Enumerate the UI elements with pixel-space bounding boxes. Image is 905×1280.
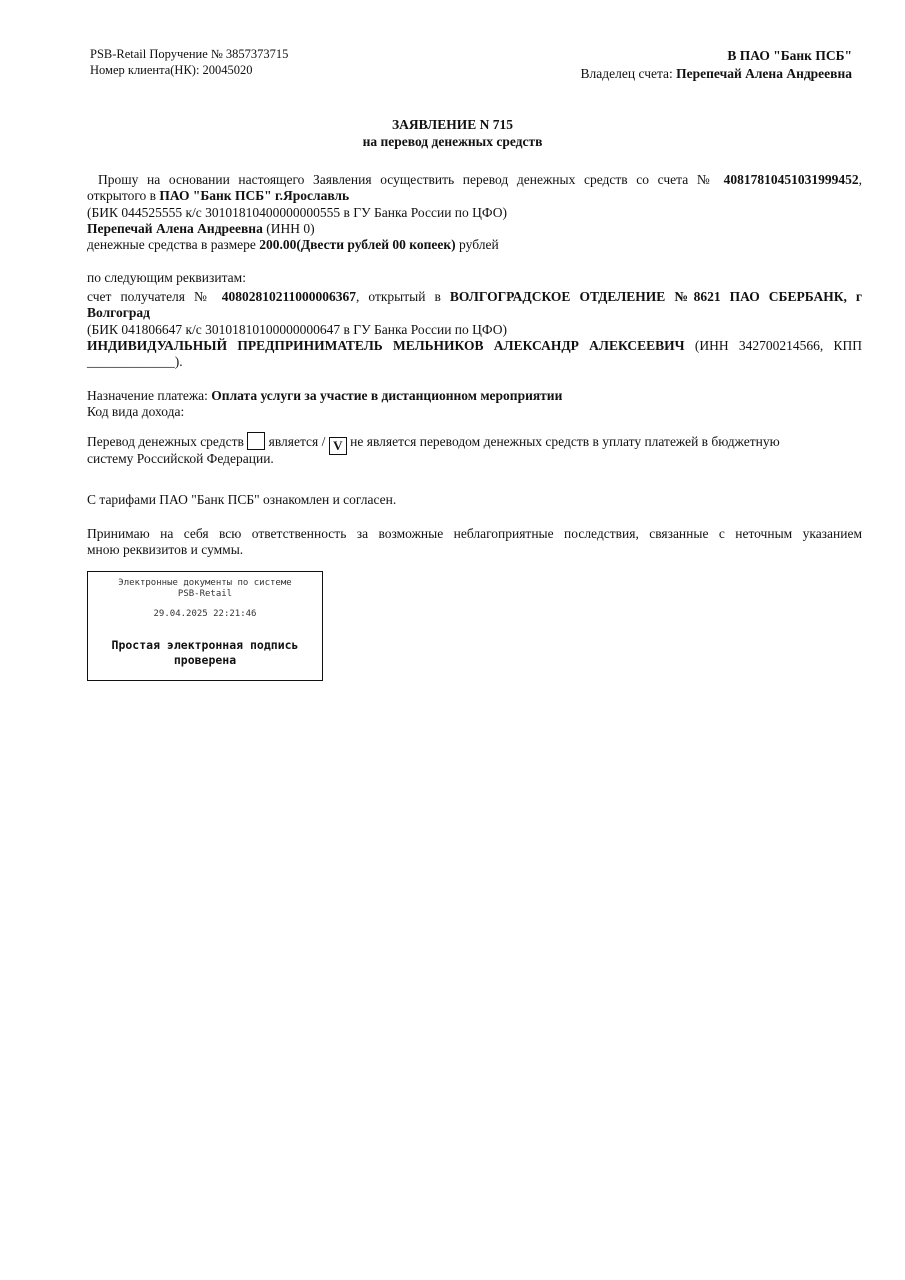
purpose-value: Оплата услуги за участие в дистанционном мероприятии: [211, 388, 563, 403]
transfer-line-2: систему Российской Федерации.: [87, 451, 274, 466]
stamp-line-2: PSB-Retail: [177, 589, 233, 599]
payer-name: Перепечай Алена Андреевна: [87, 221, 263, 236]
stamp-line-1: Электронные документы по системе: [118, 578, 292, 588]
responsibility-line-2: мною реквизитов и суммы.: [87, 542, 244, 557]
income-code-label: Код вида дохода:: [87, 404, 185, 419]
intro-text: Прошу на основании настоящего Заявления осуществить перевод денежных средств со счета №: [98, 172, 715, 187]
account-from: 40817810451031999452: [723, 172, 859, 187]
amount-line: [87, 237, 499, 253]
opened-label: открытого в: [87, 188, 160, 203]
recipient-bank: ВОЛГОГРАДСКОЕ ОТДЕЛЕНИЕ №8621 ПАО СБЕРБАНК, г: [449, 289, 863, 304]
purpose-label: Назначение платежа:: [87, 388, 212, 403]
account-owner: [581, 65, 852, 83]
recipient-city: Волгоград: [87, 305, 150, 320]
title-main: ЗАЯВЛЕНИЕ N 715: [392, 117, 513, 132]
payer-inn: (ИНН 0): [262, 221, 315, 236]
amount-label: денежные средства в размере: [87, 237, 260, 252]
header-right: [581, 47, 852, 83]
signature-stamp: [87, 571, 323, 681]
recipient-account: 40802810211000006367: [221, 289, 356, 304]
header-left: [90, 46, 288, 78]
stamp-datetime: 29.04.2025 22:21:46: [153, 609, 257, 619]
payer-line: [87, 221, 315, 237]
order-number: PSB-Retail Поручение № 3857373715: [90, 47, 289, 61]
title-sub: на перевод денежных средств: [362, 134, 543, 149]
client-number: Номер клиента(НК): 20045020: [90, 63, 253, 77]
intro-line: Прошу на основании настоящего Заявления осуществить перевод денежных средств со счета № 40817810451031999452,: [98, 172, 862, 187]
requisites-label: по следующим реквизитам:: [87, 270, 246, 285]
recipient-account-line: [87, 289, 862, 305]
is-label: является /: [265, 434, 329, 449]
responsibility-text-1: Принимаю на себя всю ответственность за возможные неблагоприятные последствия, связанные с неточным указанием: [87, 526, 862, 541]
transfer-prefix: Перевод денежных средств: [87, 434, 248, 449]
amount-value: 200.00(Двести рублей 00 копеек): [259, 237, 456, 252]
owner-label: Владелец счета:: [580, 66, 677, 81]
stamp-verified-2: проверена: [173, 653, 237, 667]
recipient-name: ИНДИВИДУАЛЬНЫЙ ПРЕДПРИНИМАТЕЛЬ МЕЛЬНИКОВ АЛЕКСАНДР АЛЕКСЕЕВИЧ: [87, 338, 685, 353]
document-title: [0, 116, 905, 150]
opened-line: [87, 188, 349, 204]
recipient-name-line: [87, 338, 862, 354]
stamp-verified-1: Простая электронная подпись: [111, 638, 299, 652]
bik-line-payer: (БИК 044525555 к/с 30101810400000000555 в ГУ Банка России по ЦФО): [87, 205, 507, 220]
amount-suffix: рублей: [455, 237, 499, 252]
purpose-line: [87, 388, 562, 404]
checkbox-is-not-budget[interactable]: V: [329, 437, 347, 455]
tariffs-text: С тарифами ПАО "Банк ПСБ" ознакомлен и согласен.: [87, 492, 397, 507]
bank-name: В ПАО "Банк ПСБ": [727, 48, 852, 63]
bik-line-recipient: (БИК 041806647 к/с 30101810100000000647 в ГУ Банка России по ЦФО): [87, 322, 507, 337]
recipient-inn: (ИНН 342700214566, КПП: [694, 338, 862, 353]
opened-bank: ПАО "Банк ПСБ" г.Ярославль: [159, 188, 350, 203]
owner-name: Перепечай Алена Андреевна: [676, 66, 852, 81]
kpp-blank: _____________).: [87, 354, 183, 369]
recipient-opened: , открытый в: [355, 289, 441, 304]
recipient-account-label: счет получателя №: [87, 289, 213, 304]
responsibility-line-1: [87, 526, 862, 542]
transfer-suffix: не является переводом денежных средств в уплату платежей в бюджетную: [346, 434, 780, 449]
checkbox-is-budget[interactable]: [247, 432, 265, 450]
